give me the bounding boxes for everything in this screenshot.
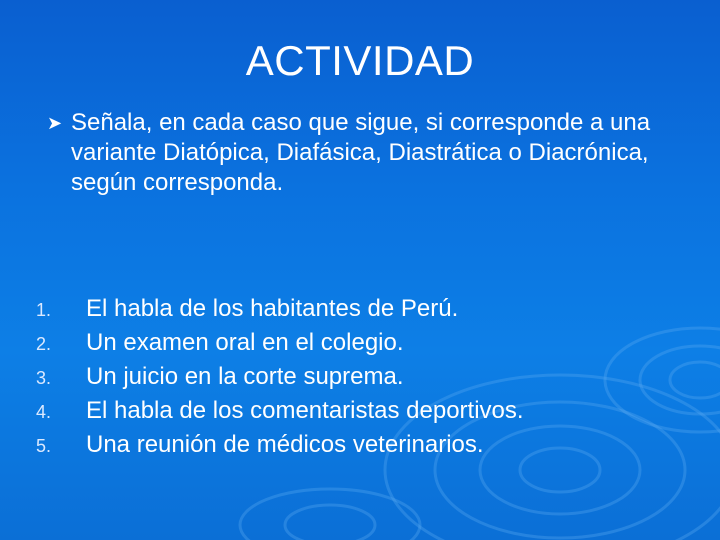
intro-text: Señala, en cada caso que sigue, si corresponde a una variante Diatópica, Diafásica, Diastrática o Diacrónica, según corresponda. [71, 109, 651, 196]
list-item [36, 360, 696, 394]
list-item-text: Una reunión de médicos veterinarios. [86, 431, 484, 458]
list-item-text: El habla de los habitantes de Perú. [86, 295, 459, 322]
list-item-number: 3. [36, 368, 52, 388]
list-item [36, 292, 696, 326]
list-item-text: Un juicio en la corte suprema. [86, 363, 404, 390]
list-item [36, 326, 696, 360]
arrowhead-bullet-icon: ➤ [47, 113, 63, 133]
list-item-number: 4. [36, 402, 52, 422]
list-item [36, 428, 696, 462]
list-item-number: 5. [36, 436, 52, 456]
list-item-number: 2. [36, 334, 52, 354]
list-item-text: El habla de los comentaristas deportivos. [86, 397, 524, 424]
slide-title: ACTIVIDAD [245, 37, 475, 84]
numbered-list [36, 292, 696, 462]
list-item-number: 1. [36, 300, 52, 320]
intro-paragraph [47, 108, 687, 198]
list-item-text: Un examen oral en el colegio. [86, 329, 404, 356]
list-item [36, 394, 696, 428]
